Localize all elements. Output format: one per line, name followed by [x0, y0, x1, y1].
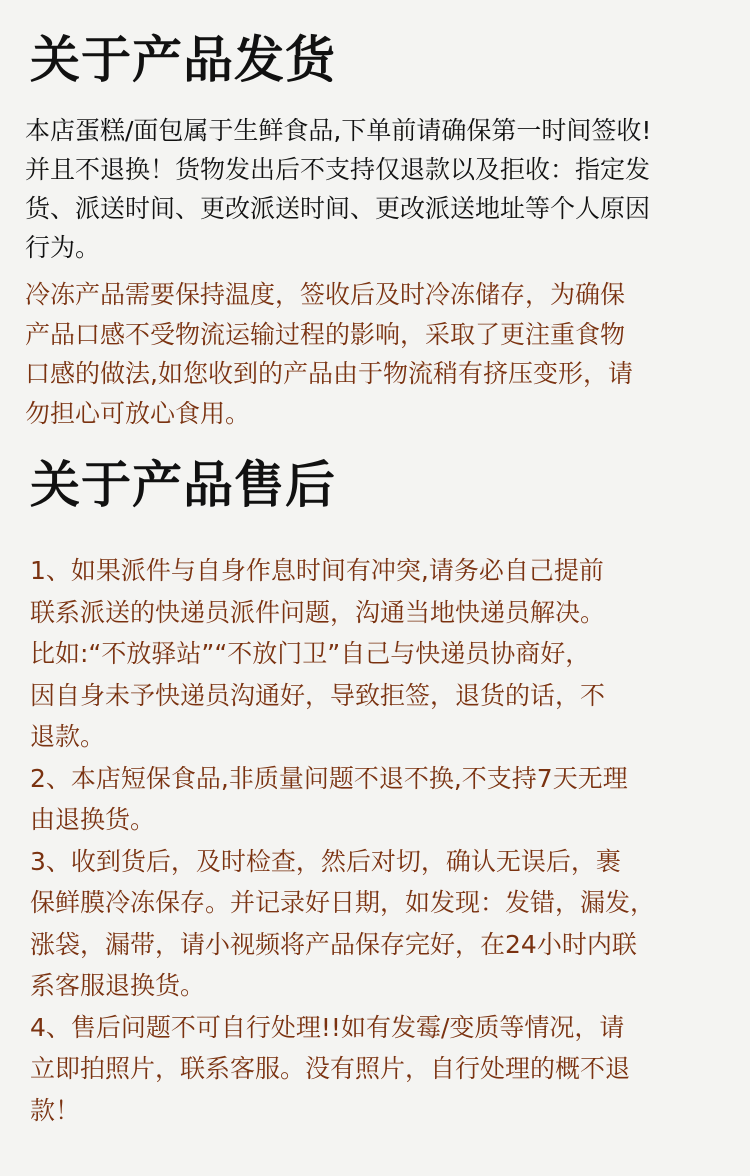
aftersales-section-title: 关于产品售后 — [30, 456, 336, 514]
list-line: 比如:“不放驿站”“不放门卫”自己与快递员协商好， — [30, 639, 591, 668]
list-line: 款！ — [30, 1095, 81, 1125]
paragraph-line: 行为。 — [25, 233, 101, 262]
list-line: 4、售后问题不可自行处理!!如有发霉/变质等情况，请 — [30, 1012, 625, 1042]
paragraph-line: 口感的做法,如您收到的产品由于物流稍有挤压变形，请 — [25, 359, 633, 388]
paragraph-line: 并且不退换！货物发出后不支持仅退款以及拒收：指定发 — [25, 155, 651, 184]
list-line: 联系派送的快递员派件问题，沟通当地快递员解决。 — [30, 597, 606, 627]
list-line: 由退换货。 — [30, 805, 156, 834]
paragraph-line: 本店蛋糕/面包属于生鲜食品,下单前请确保第一时间签收! — [25, 116, 652, 145]
frozen-storage-paragraph — [25, 275, 633, 433]
list-line: 退款。 — [30, 722, 106, 751]
list-line: 保鲜膜冷冻保存。并记录好日期，如发现：发错，漏发， — [30, 888, 656, 917]
list-line: 系客服退换货。 — [30, 971, 206, 1000]
paragraph-line: 产品口感不受物流运输过程的影响，采取了更注重食物 — [25, 319, 626, 349]
shipping-notice-paragraph — [25, 111, 651, 267]
list-line: 立即拍照片，联系客服。没有照片，自行处理的概不退 — [30, 1054, 631, 1083]
paragraph-line: 冷冻产品需要保持温度，签收后及时冷冻储存，为确保 — [25, 280, 626, 309]
aftersales-rules-list — [30, 550, 655, 1131]
list-line: 因自身未予快递员沟通好，导致拒签，退货的话，不 — [30, 680, 606, 710]
paragraph-line: 勿担心可放心食用。 — [25, 398, 251, 428]
paragraph-line: 货、派送时间、更改派送时间、更改派送地址等个人原因 — [25, 194, 651, 223]
list-line: 3、收到货后，及时检查，然后对切，确认无误后，裹 — [30, 846, 621, 876]
list-line: 1、如果派件与自身作息时间有冲突,请务必自己提前 — [30, 556, 604, 585]
list-line: 涨袋，漏带，请小视频将产品保存完好，在24小时内联 — [30, 929, 637, 959]
list-line: 2、本店短保食品,非质量问题不退不换,不支持7天无理 — [30, 763, 628, 793]
shipping-section-title: 关于产品发货 — [30, 31, 336, 89]
